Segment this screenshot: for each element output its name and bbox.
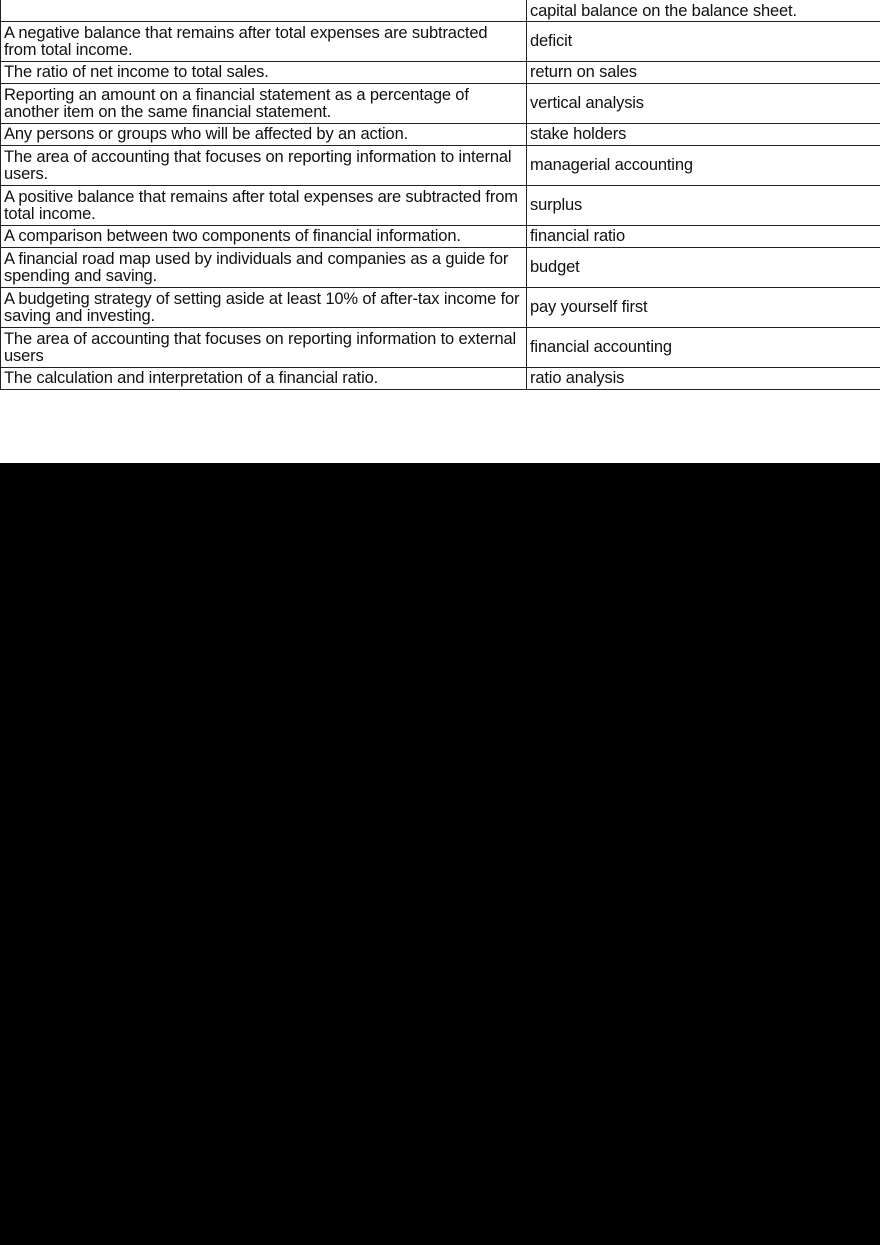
definition-cell: A financial road map used by individuals and companies as a guide for spending and saving. (1, 248, 527, 288)
table-row (1, 226, 880, 248)
term-cell: managerial accounting (527, 146, 880, 186)
table-row (1, 22, 880, 62)
term-cell: pay yourself first (527, 288, 880, 328)
definition-cell: The calculation and interpretation of a financial ratio. (1, 368, 527, 390)
definition-cell: The ratio of net income to total sales. (1, 62, 527, 84)
term-cell: budget (527, 248, 880, 288)
definition-cell: The area of accounting that focuses on reporting information to internal users. (1, 146, 527, 186)
term-cell: surplus (527, 186, 880, 226)
definitions-table (0, 0, 880, 390)
term-cell: stake holders (527, 124, 880, 146)
table-row (1, 186, 880, 226)
term-cell: ratio analysis (527, 368, 880, 390)
table-row (1, 368, 880, 390)
definition-cell: A budgeting strategy of setting aside at least 10% of after-tax income for saving and investing. (1, 288, 527, 328)
table-row (1, 84, 880, 124)
definition-cell: Any persons or groups who will be affected by an action. (1, 124, 527, 146)
table-row (1, 248, 880, 288)
term-cell: deficit (527, 22, 880, 62)
definition-cell: The area of accounting that focuses on reporting information to external users (1, 328, 527, 368)
definition-cell: Reporting an amount on a financial statement as a percentage of another item on the same financial statement. (1, 84, 527, 124)
definitions-table-container (0, 0, 880, 390)
definition-cell (1, 0, 527, 22)
table-row (1, 124, 880, 146)
definition-cell: A positive balance that remains after total expenses are subtracted from total income. (1, 186, 527, 226)
table-row (1, 146, 880, 186)
term-cell: financial accounting (527, 328, 880, 368)
definition-cell: A comparison between two components of financial information. (1, 226, 527, 248)
term-cell: financial ratio (527, 226, 880, 248)
table-row (1, 328, 880, 368)
table-row (1, 62, 880, 84)
term-cell: return on sales (527, 62, 880, 84)
definition-cell: A negative balance that remains after total expenses are subtracted from total income. (1, 22, 527, 62)
blank-black-area (0, 463, 880, 1245)
table-row-continued (1, 0, 880, 22)
table-row (1, 288, 880, 328)
term-cell: capital balance on the balance sheet. (527, 0, 880, 22)
term-cell: vertical analysis (527, 84, 880, 124)
